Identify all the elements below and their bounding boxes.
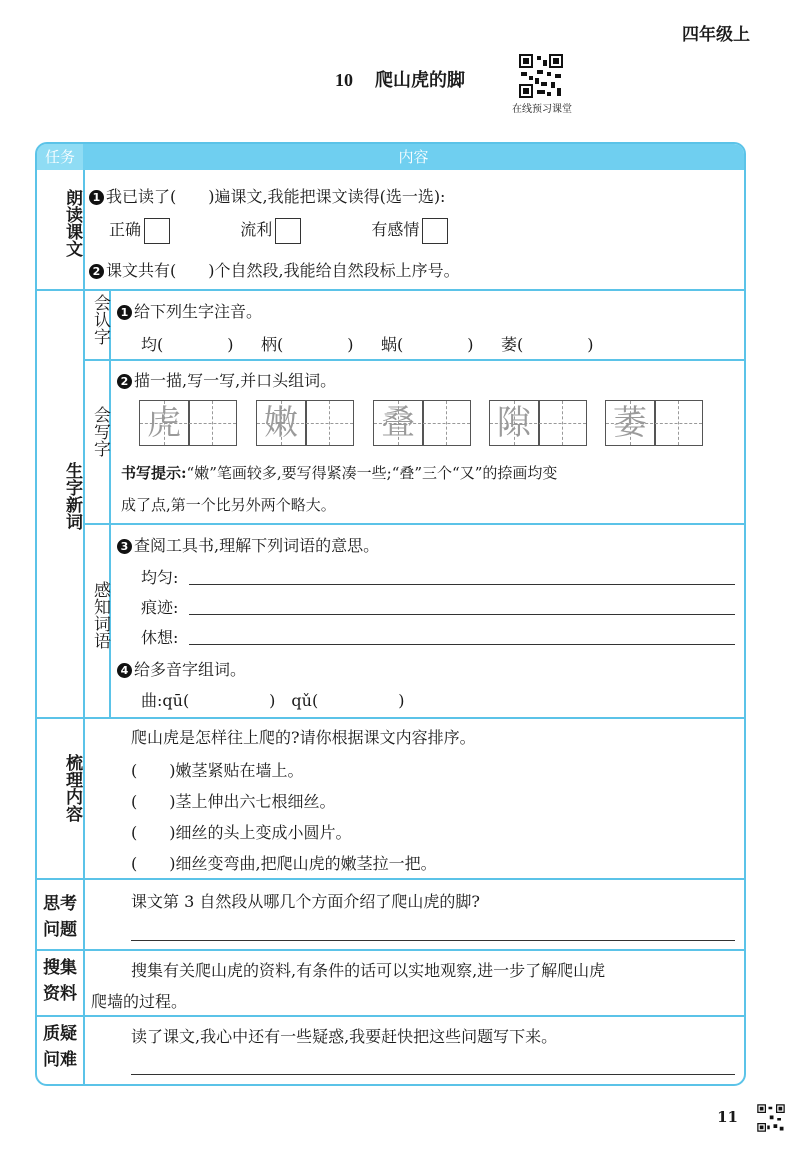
section-label-collect: 搜集资料 xyxy=(43,958,77,1004)
answer-line[interactable] xyxy=(131,1074,735,1075)
sort-item[interactable]: ( )细丝的头上变成小圆片。 xyxy=(131,823,352,842)
qr-caption: 在线预习课堂 xyxy=(512,104,572,115)
divider xyxy=(37,717,744,719)
writing-tip-line-1: 书写提示:“嫩”笔画较多,要写得紧凑一些;“叠”三个“又”的捺画均变 xyxy=(121,464,558,482)
qr-code-small-icon[interactable] xyxy=(756,1103,786,1133)
trace-character: 隙 xyxy=(497,403,531,443)
lesson-number: 10 xyxy=(335,70,353,90)
qr-code-icon[interactable] xyxy=(517,52,565,100)
divider xyxy=(109,291,111,719)
answer-line[interactable] xyxy=(189,584,735,585)
writing-grid[interactable] xyxy=(373,400,471,446)
lesson-title-text: 爬山虎的脚 xyxy=(375,70,465,91)
pinyin-item[interactable]: 萎( ) xyxy=(501,335,594,354)
trace-character: 萎 xyxy=(613,403,647,443)
section-label-new-words: 生字新词 xyxy=(62,462,82,530)
writing-grid[interactable] xyxy=(139,400,237,446)
pinyin-question: 1 给下列生字注音。 xyxy=(117,299,262,322)
divider xyxy=(37,1015,744,1017)
pinyin-item[interactable]: 柄( ) xyxy=(261,335,354,354)
question-number-badge: 3 xyxy=(117,539,132,554)
read-question-2: 2 课文共有( )个自然段,我能给自然段标上序号。 xyxy=(89,258,460,281)
trace-character: 嫩 xyxy=(264,403,298,443)
write-question: 2 描一描,写一写,并口头组词。 xyxy=(117,368,336,391)
collect-line-1: 搜集有关爬山虎的资料,有条件的话可以实地观察,进一步了解爬山虎 xyxy=(131,961,606,980)
answer-line[interactable] xyxy=(189,614,735,615)
page-number: 11 xyxy=(717,1108,738,1126)
divider xyxy=(37,289,744,291)
divider xyxy=(37,949,744,951)
divider xyxy=(83,523,744,525)
trace-character: 叠 xyxy=(381,403,415,443)
option-expressive[interactable]: 有感情 xyxy=(371,220,448,239)
divider xyxy=(37,878,744,880)
sub-label-write: 会写字 xyxy=(90,406,110,457)
trace-character: 虎 xyxy=(147,403,181,443)
word-label: 痕迹: xyxy=(141,598,179,617)
question-number-badge: 2 xyxy=(117,374,132,389)
question-number-badge: 2 xyxy=(89,264,104,279)
divider xyxy=(83,359,744,361)
sub-label-recognize: 会认字 xyxy=(90,294,110,345)
think-question: 课文第 3 自然段从哪几个方面介绍了爬山虎的脚? xyxy=(131,892,480,911)
read-question-1: 1 我已读了( )遍课文,我能把课文读得(选一选): xyxy=(89,184,445,207)
question-number-badge: 1 xyxy=(117,305,132,320)
checkbox[interactable] xyxy=(422,218,448,244)
checkbox[interactable] xyxy=(144,218,170,244)
table-header-task: 任务 xyxy=(37,144,83,170)
grade-label: 四年级上 xyxy=(682,25,750,45)
question-prompt: 读了课文,我心中还有一些疑惑,我要赶快把这些问题写下来。 xyxy=(131,1027,558,1046)
writing-tip-line-2: 成了点,第一个比另外两个略大。 xyxy=(121,496,336,514)
dictionary-question: 3 查阅工具书,理解下列词语的意思。 xyxy=(117,533,379,556)
pinyin-item[interactable]: 蜗( ) xyxy=(381,335,474,354)
question-number-badge: 4 xyxy=(117,663,132,678)
checkbox[interactable] xyxy=(275,218,301,244)
writing-grid[interactable] xyxy=(256,400,354,446)
question-number-badge: 1 xyxy=(89,190,104,205)
option-correct[interactable]: 正确 xyxy=(109,220,170,239)
sort-item[interactable]: ( )嫩茎紧贴在墙上。 xyxy=(131,761,304,780)
option-fluent[interactable]: 流利 xyxy=(240,220,301,239)
section-label-question: 质疑问难 xyxy=(43,1024,77,1070)
sort-intro: 爬山虎是怎样往上爬的?请你根据课文内容排序。 xyxy=(131,728,476,747)
writing-grid[interactable] xyxy=(489,400,587,446)
word-label: 休想: xyxy=(141,628,179,647)
sort-item[interactable]: ( )细丝变弯曲,把爬山虎的嫩茎拉一把。 xyxy=(131,854,437,873)
section-label-think: 思考问题 xyxy=(43,894,77,940)
section-label-sort-content: 梳理内容 xyxy=(62,754,82,822)
table-header-content: 内容 xyxy=(398,148,429,166)
answer-line[interactable] xyxy=(189,644,735,645)
sub-label-perceive-words: 感知词语 xyxy=(90,581,110,649)
lesson-title xyxy=(0,66,800,92)
collect-line-2: 爬墙的过程。 xyxy=(91,992,188,1011)
word-label: 均匀: xyxy=(141,568,179,587)
pinyin-item[interactable]: 均( ) xyxy=(141,335,234,354)
polyphone-answer[interactable]: 曲:qū( ) qǔ( ) xyxy=(141,691,405,710)
task-table xyxy=(35,142,746,1086)
writing-tip-label: 书写提示: xyxy=(121,464,187,482)
section-label-read-aloud: 朗读课文 xyxy=(62,189,82,257)
writing-grid[interactable] xyxy=(605,400,703,446)
polyphone-question: 4 给多音字组词。 xyxy=(117,657,246,680)
answer-line[interactable] xyxy=(131,940,735,941)
read-options xyxy=(109,217,448,244)
sort-item[interactable]: ( )茎上伸出六七根细丝。 xyxy=(131,792,336,811)
